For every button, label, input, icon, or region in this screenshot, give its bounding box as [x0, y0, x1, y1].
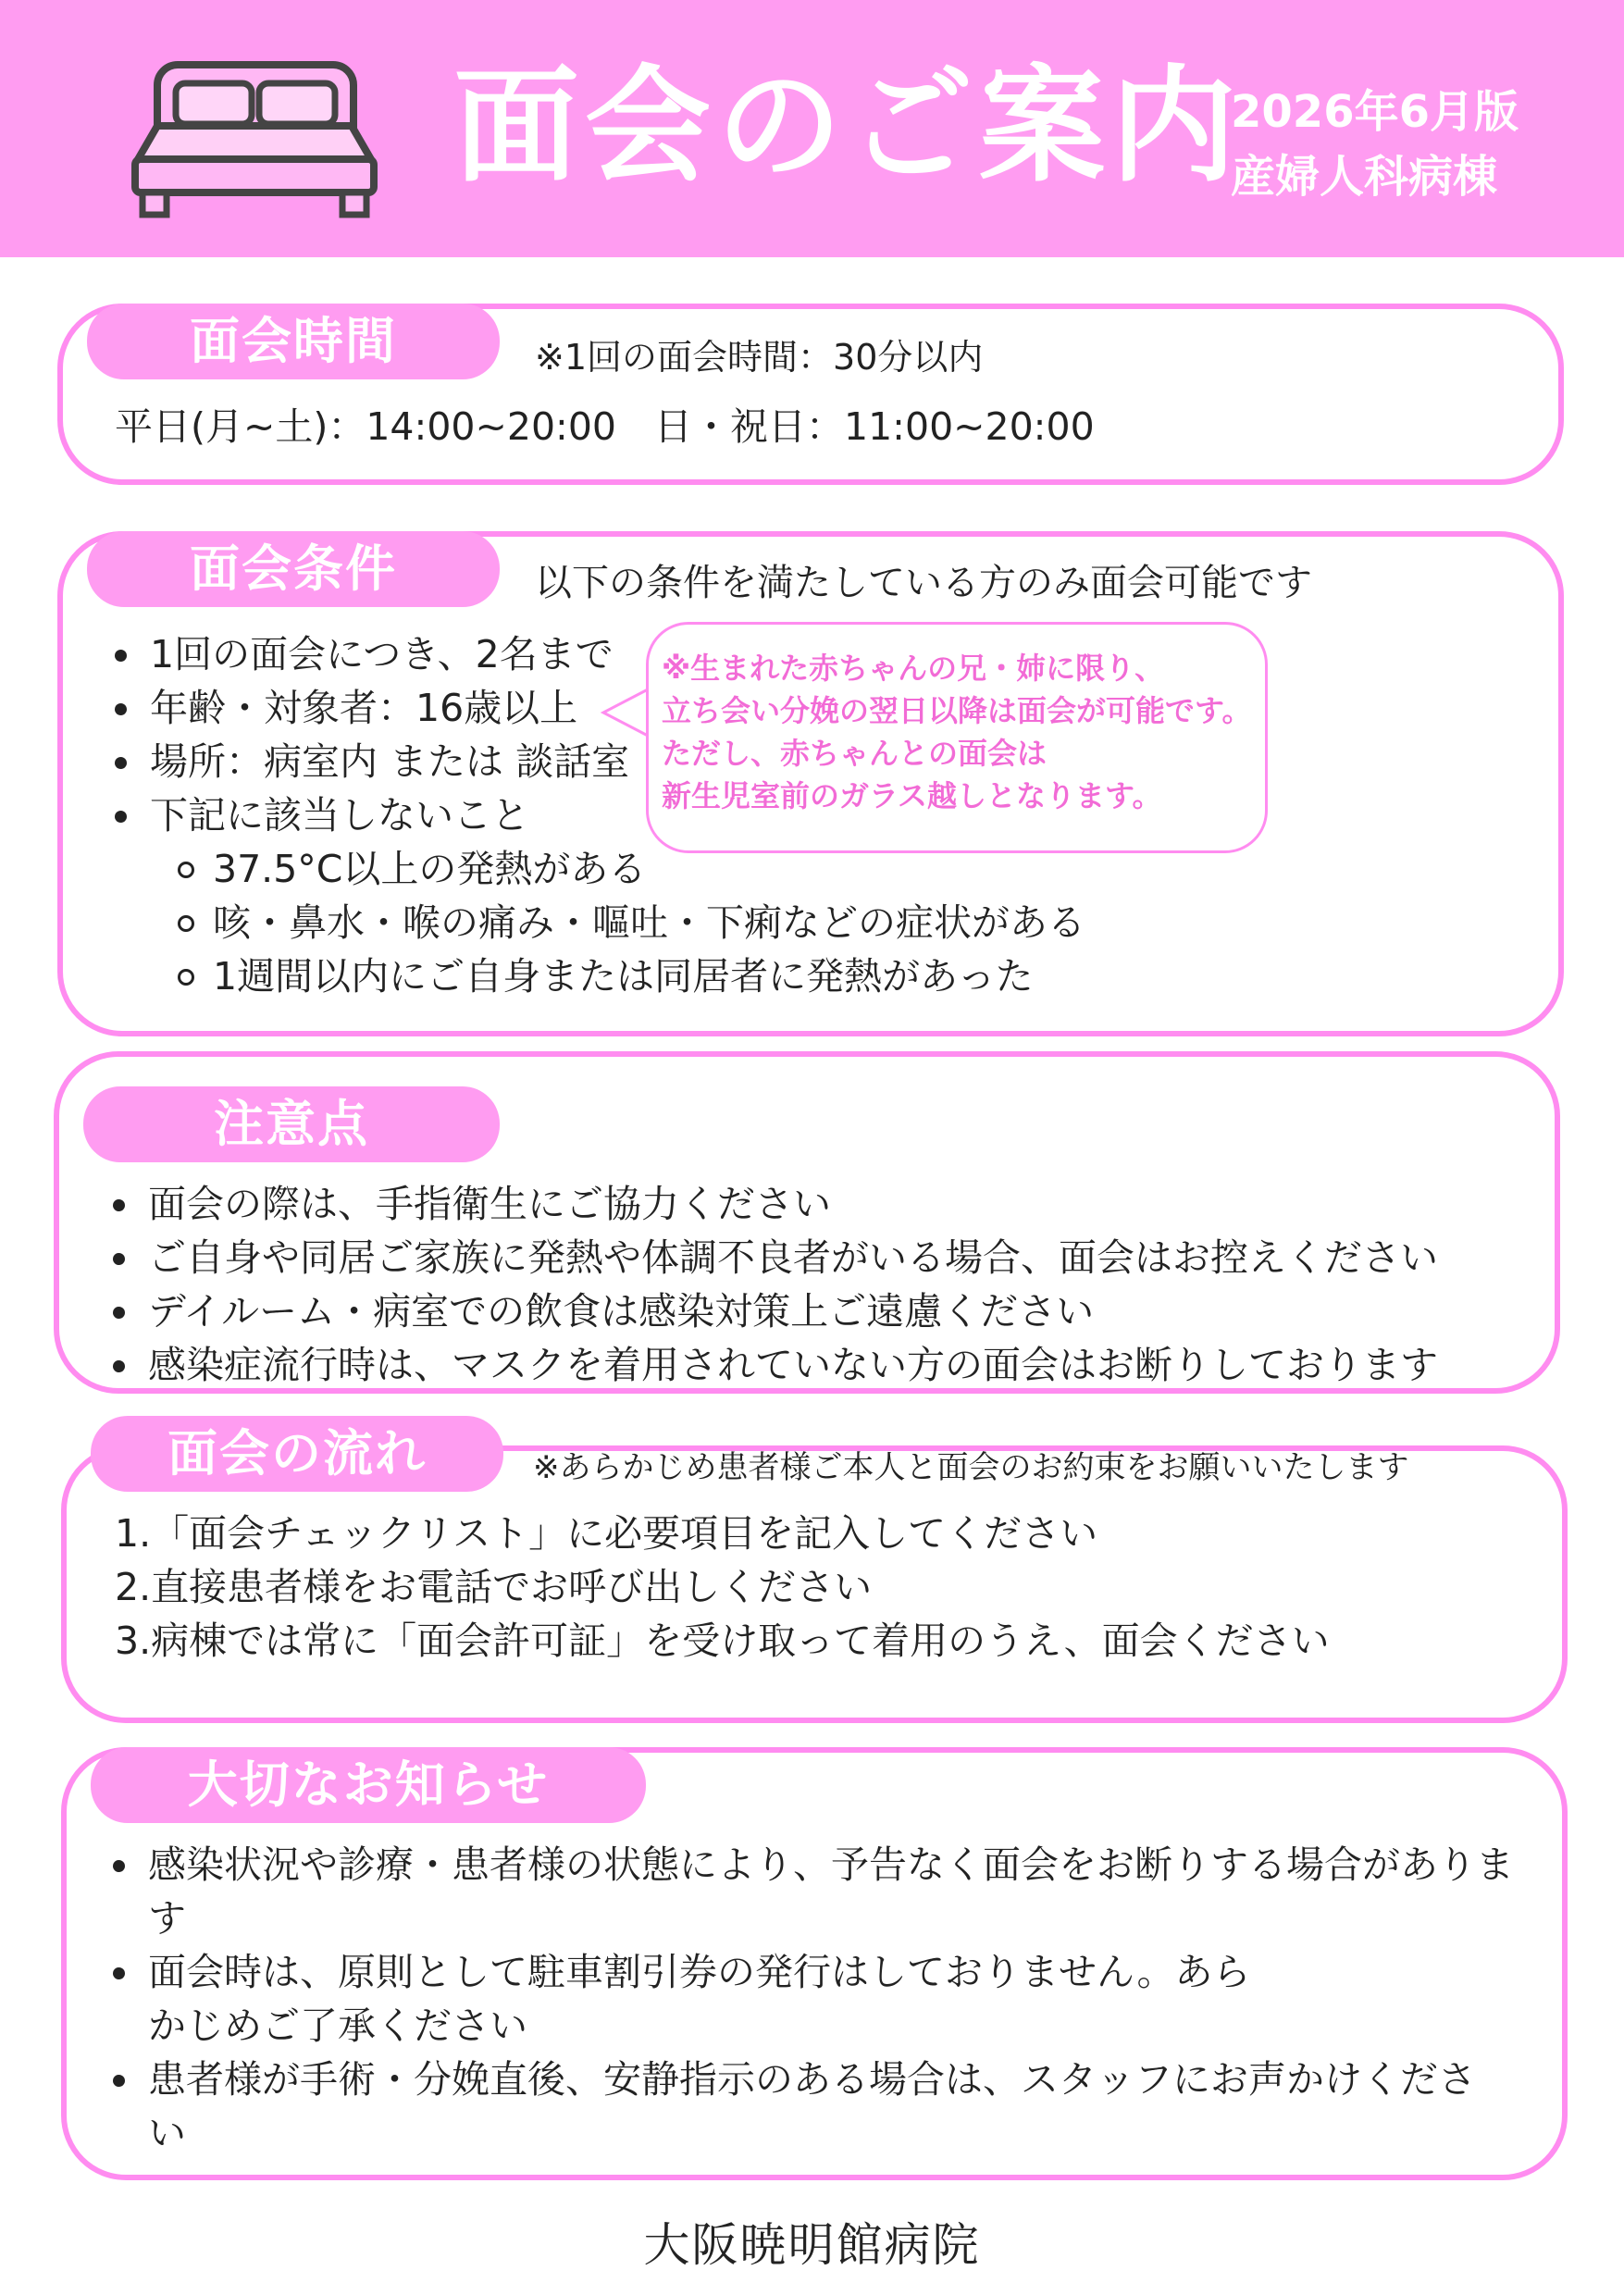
list-item: 患者様が手術・分娩直後、安静指示のある場合は、スタッフにお声かけください — [107, 2053, 1481, 2160]
list-item: 1回の面会につき、2名まで — [109, 627, 629, 681]
list-item: 面会時は、原則として駐車割引券の発行はしておりません。あらかじめご了承ください — [107, 1945, 1268, 2053]
notices-label: 大切なお知らせ — [91, 1747, 646, 1823]
header-banner — [0, 0, 1624, 257]
callout-line: ※生まれた赤ちゃんの兄・姉に限り、 — [662, 651, 1165, 686]
callout-tail-icon — [600, 687, 650, 738]
list-item: 面会の際は、手指衛生にご協力ください — [107, 1177, 1438, 1231]
callout-bubble — [646, 622, 1268, 853]
hours-note: ※1回の面会時間：30分以内 — [535, 337, 984, 378]
hours-schedule: 平日(月~土)：14:00~20:00 日・祝日：11:00~20:00 — [115, 404, 1095, 449]
callout-line: 新生児室前のガラス越しとなります。 — [662, 778, 1162, 813]
list-item: ご自身や同居ご家族に発熱や体調不良者がいる場合、面会はお控えください — [107, 1231, 1438, 1284]
hospital-name: 大阪暁明館病院 — [643, 2218, 981, 2272]
list-item: 2.直接患者様をお電話でお呼び出しください — [115, 1565, 873, 1609]
edition-info — [1231, 80, 1519, 209]
list-item: 場所：病室内 または 談話室 — [109, 735, 629, 788]
conditions-label: 面会条件 — [87, 531, 500, 607]
notices-list — [107, 1838, 1536, 2160]
cautions-list — [107, 1177, 1438, 1392]
bed-icon — [130, 57, 379, 219]
list-item: 感染症流行時は、マスクを着用されていない方の面会はお断りしております — [107, 1338, 1438, 1392]
list-item: 下記に該当しないこと — [109, 788, 629, 842]
page-title: 面会のご案内 — [453, 54, 1242, 200]
flow-note: ※あらかじめ患者様ご本人と面会のお約束をお願いいたします — [533, 1449, 1409, 1486]
callout-line: 立ち会い分娩の翌日以降は面会が可能です。 — [662, 693, 1252, 728]
list-item: 1.「面会チェックリスト」に必要項目を記入してください — [115, 1511, 1098, 1556]
list-item: 1週間以内にご自身または同居者に発熱があった — [172, 949, 1085, 1003]
list-item: 咳・鼻水・喉の痛み・嘔吐・下痢などの症状がある — [172, 896, 1085, 949]
edition-date: 2026年6月版 — [1231, 86, 1519, 138]
list-item: 37.5°C以上の発熱がある — [172, 842, 1085, 896]
list-item: デイルーム・病室での飲食は感染対策上ご遠慮ください — [107, 1284, 1438, 1338]
cautions-label: 注意点 — [83, 1086, 500, 1162]
conditions-intro: 以下の条件を満たしている方のみ面会可能です — [535, 562, 1312, 604]
conditions-list — [109, 627, 629, 842]
list-item: 年齢・対象者：16歳以上 — [109, 681, 629, 735]
ward-name: 産婦人科病棟 — [1231, 151, 1498, 203]
flow-steps — [115, 1507, 1330, 1668]
callout-line: ただし、赤ちゃんとの面会は — [662, 736, 1048, 771]
flow-label: 面会の流れ — [91, 1416, 503, 1492]
hours-label: 面会時間 — [87, 304, 500, 379]
list-item: 感染状況や診療・患者様の状態により、予告なく面会をお断りする場合があります — [107, 1838, 1536, 1945]
conditions-sublist — [172, 842, 1085, 1003]
list-item: 3.病棟では常に「面会許可証」を受け取って着用のうえ、面会ください — [115, 1619, 1330, 1663]
